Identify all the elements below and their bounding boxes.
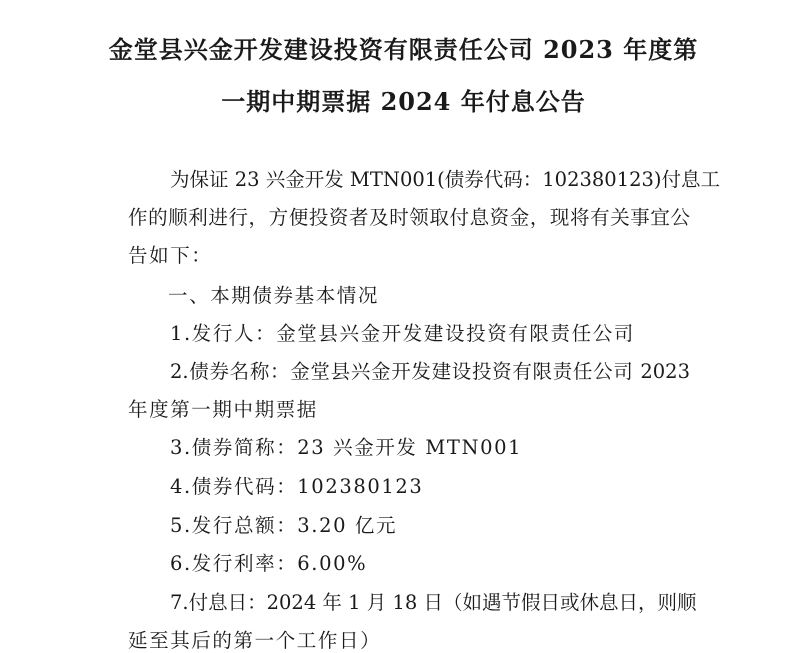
announcement-title-line-1: 金堂县兴金开发建设投资有限责任公司 2023 年度第 — [108, 35, 699, 64]
section-heading-basic-info: 一、本期债券基本情况 — [168, 284, 380, 307]
item-issue-amount: 5.发行总额：3.20 亿元 — [170, 514, 398, 537]
announcement-title-line-2: 一期中期票据 2024 年付息公告 — [221, 87, 586, 116]
item-bond-name-line-1: 2.债券名称：金堂县兴金开发建设投资有限责任公司 2023 — [170, 360, 690, 383]
intro-paragraph-line-1: 为保证 23 兴金开发 MTN001(债券代码：102380123)付息工 — [170, 168, 721, 191]
intro-paragraph-line-2: 作的顺利进行，方便投资者及时领取付息资金，现将有关事宜公 — [128, 206, 690, 229]
intro-paragraph-line-3: 告如下： — [128, 244, 213, 267]
item-bond-code: 4.债券代码：102380123 — [170, 475, 424, 498]
item-payment-date-line-1: 7.付息日：2024 年 1 月 18 日（如遇节假日或休息日，则顺 — [170, 591, 697, 614]
item-issuer: 1.发行人：金堂县兴金开发建设投资有限责任公司 — [170, 322, 635, 345]
item-interest-rate: 6.发行利率：6.00% — [170, 552, 368, 575]
item-bond-short-name: 3.债券简称：23 兴金开发 MTN001 — [170, 436, 523, 459]
item-payment-date-line-2: 延至其后的第一个工作日） — [128, 629, 382, 652]
item-bond-name-line-2: 年度第一期中期票据 — [128, 398, 318, 421]
